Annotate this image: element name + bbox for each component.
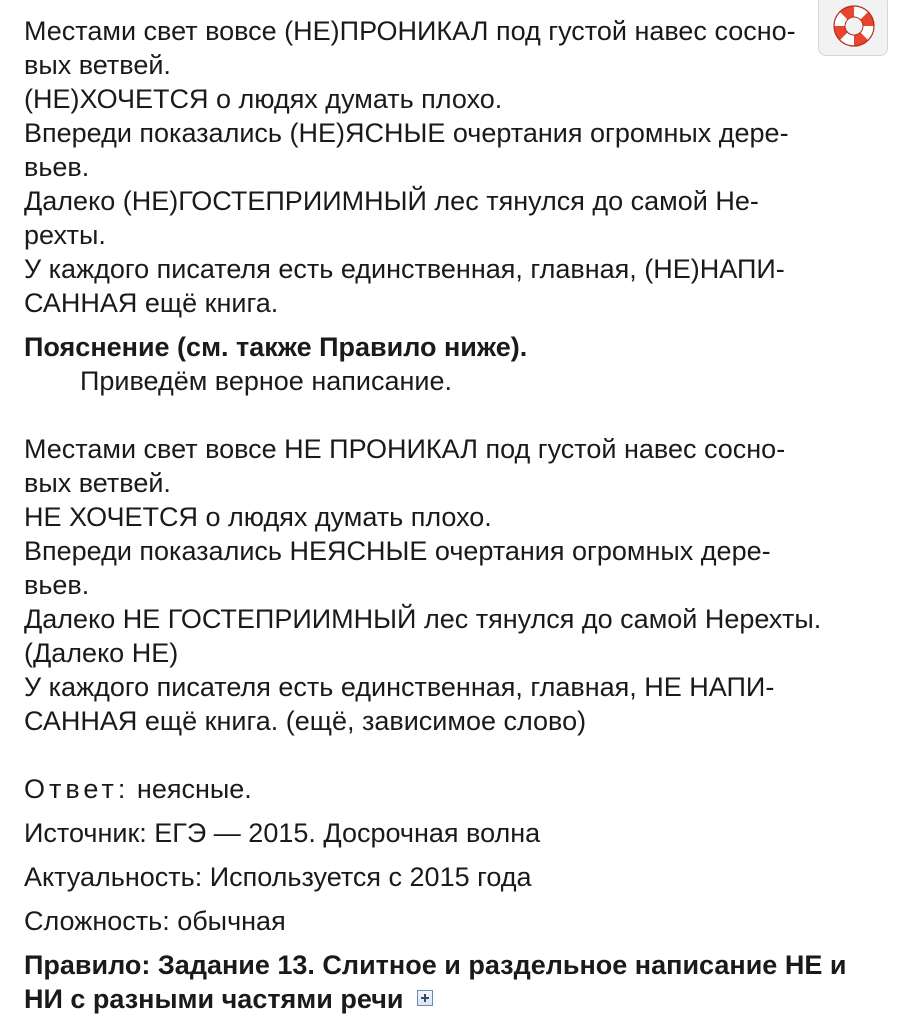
problem-content: [24, 14, 890, 1016]
answer-value: неясные.: [136, 774, 252, 804]
explanation-text: [24, 432, 890, 738]
explanation-line: вых ветвей.: [24, 468, 171, 498]
task-line: Далеко (НЕ)ГОСТЕПРИИМНЫЙ лес тянулся до самой Не-: [24, 186, 759, 216]
explanation-line: (Далеко НЕ): [24, 638, 179, 668]
explanation-line: У каждого писателя есть единственная, главная, НЕ НАПИ-: [24, 672, 775, 702]
task-line: У каждого писателя есть единственная, главная, (НЕ)НАПИ-: [24, 254, 785, 284]
explanation-intro: Приведём верное написание.: [80, 366, 452, 396]
task-line: вьев.: [24, 152, 90, 182]
explanation-line: Местами свет вовсе НЕ ПРОНИКАЛ под густой навес сосно-: [24, 434, 786, 464]
answer-row: [24, 772, 890, 806]
task-line: Впереди показались (НЕ)ЯСНЫЕ очертания огромных дере-: [24, 118, 789, 148]
task-line: вых ветвей.: [24, 50, 171, 80]
explanation-line: Далеко НЕ ГОСТЕПРИИМНЫЙ лес тянулся до самой Нерехты.: [24, 604, 822, 634]
relevance-line: Актуальность: Используется с 2015 года: [24, 862, 532, 892]
rule-link[interactable]: [24, 948, 890, 1016]
difficulty-line: Сложность: обычная: [24, 906, 286, 936]
task-line: (НЕ)ХОЧЕТСЯ о людях думать плохо.: [24, 84, 503, 114]
lifebuoy-icon: [829, 1, 879, 51]
task-text: [24, 14, 890, 320]
rule-title: Правило: Задание 13. Слитное и раздельное написание НЕ и НИ с разными частями речи: [24, 950, 847, 1014]
explanation-title: Пояснение (см. также Правило ниже).: [24, 332, 528, 362]
answer-label: Ответ:: [24, 774, 130, 804]
task-line: Местами свет вовсе (НЕ)ПРОНИКАЛ под густой навес сосно-: [24, 16, 796, 46]
source-line: Источник: ЕГЭ — 2015. Досрочная волна: [24, 818, 541, 848]
explanation-line: САННАЯ ещё книга. (ещё, зависимое слово): [24, 706, 587, 736]
task-line: рехты.: [24, 220, 106, 250]
plus-box-icon[interactable]: [417, 990, 433, 1006]
help-button[interactable]: [818, 0, 888, 56]
explanation-line: Впереди показались НЕЯСНЫЕ очертания огромных дере-: [24, 536, 771, 566]
task-line: САННАЯ ещё книга.: [24, 288, 279, 318]
explanation-line: вьев.: [24, 570, 90, 600]
explanation-line: НЕ ХОЧЕТСЯ о людях думать плохо.: [24, 502, 492, 532]
